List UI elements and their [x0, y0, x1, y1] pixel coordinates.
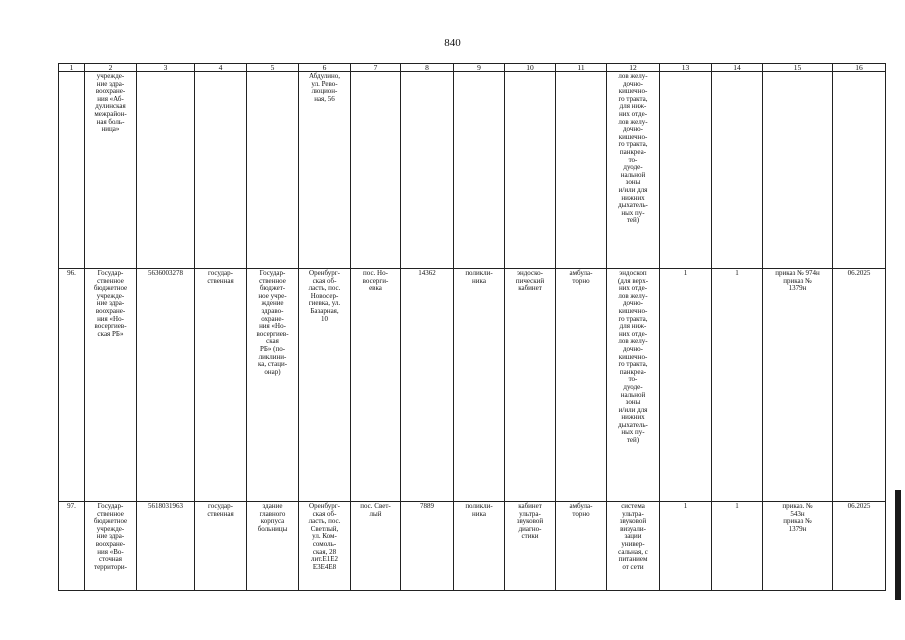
column-header: 9: [454, 64, 505, 72]
column-header: 14: [712, 64, 763, 72]
table-cell: 5618031963: [137, 502, 195, 591]
table-cell: приказ № 974н приказ № 1379н: [763, 269, 833, 502]
table-row: [59, 269, 886, 502]
table-cell: амбула- торно: [556, 269, 607, 502]
table-cell: [454, 72, 505, 269]
scan-edge-mark: [895, 490, 901, 600]
table-cell: Оренбург- ская об- ласть, пос. Светлый, ул. Ком- сомоль- ская, 28 лит.Е1Е2 Е3Е4Е8: [299, 502, 351, 591]
table-cell: государ- ственная: [195, 269, 247, 502]
table-cell: [195, 72, 247, 269]
table-row: [59, 502, 886, 591]
table-cell: [712, 72, 763, 269]
registry-table: [58, 63, 886, 591]
table-cell: Оренбург- ская об- ласть, пос. Новосер- гиевка, ул. Базарная, 10: [299, 269, 351, 502]
table-cell: 1: [660, 269, 712, 502]
column-header: 16: [833, 64, 886, 72]
table-cell: пос. Свет- лый: [351, 502, 401, 591]
table-cell: 06.2025: [833, 502, 886, 591]
table-cell: государ- ственная: [195, 502, 247, 591]
column-header: 15: [763, 64, 833, 72]
table-cell: [351, 72, 401, 269]
table-cell: [137, 72, 195, 269]
table-cell: учрежде- ние здра- воохране- ния «Аб- дулинская межрайон- ная боль- ница»: [85, 72, 137, 269]
column-header: 3: [137, 64, 195, 72]
table-cell: Государ- ственное бюджет- ное учре- ждение здраво- охране- ния «Но- восергиев- ская РБ» (по- ликлини- ка, стаци- онар): [247, 269, 299, 502]
table-cell: [556, 72, 607, 269]
table-cell: [401, 72, 454, 269]
column-header: 7: [351, 64, 401, 72]
table-cell: поликли- ника: [454, 269, 505, 502]
table-cell: [59, 72, 85, 269]
column-header: 10: [505, 64, 556, 72]
column-header: 11: [556, 64, 607, 72]
column-header: 1: [59, 64, 85, 72]
table-cell: 1: [660, 502, 712, 591]
column-number-header-row: [59, 64, 886, 72]
table-cell: 06.2025: [833, 269, 886, 502]
table-cell: 97.: [59, 502, 85, 591]
column-header: 12: [607, 64, 660, 72]
column-header: 13: [660, 64, 712, 72]
table-cell: система ультра- звуковой визуали- зации универ- сальная, с питанием от сети: [607, 502, 660, 591]
table-cell: 14362: [401, 269, 454, 502]
table-cell: лов желу- дочно- кишечно- го тракта, для ниж- них отде- лов желу- дочно- кишечно- го тракта, панкреа- то- дуоде- нальной зоны и/или для нижних дыхатель- ных пу- тей): [607, 72, 660, 269]
page-number: 840: [444, 37, 461, 49]
table-cell: кабинет ультра- звуковой диагно- стики: [505, 502, 556, 591]
table-cell: [247, 72, 299, 269]
table-cell: 1: [712, 502, 763, 591]
column-header: 8: [401, 64, 454, 72]
column-header: 6: [299, 64, 351, 72]
table-cell: [505, 72, 556, 269]
table-cell: пос. Но- восерги- евка: [351, 269, 401, 502]
table-cell: 7889: [401, 502, 454, 591]
table-cell: 1: [712, 269, 763, 502]
table-cell: [833, 72, 886, 269]
table-cell: приказ. № 543н приказ № 1379н: [763, 502, 833, 591]
table-cell: 96.: [59, 269, 85, 502]
table-cell: Государ- ственное бюджетное учрежде- ние здра- воохране- ния «Во- сточная территори-: [85, 502, 137, 591]
table-cell: эндоско- пический кабинет: [505, 269, 556, 502]
column-header: 5: [247, 64, 299, 72]
table-cell: эндоскоп (для верх- них отде- лов желу- дочно- кишечно- го тракта, для ниж- них отде- лов желу- дочно- кишечно- го тракта, панкреа- то- дуоде- нальной зоны и/или для нижних дыхатель- ных пу- тей): [607, 269, 660, 502]
table-cell: [763, 72, 833, 269]
table-cell: [660, 72, 712, 269]
column-header: 2: [85, 64, 137, 72]
table-cell: Абдулино, ул. Рево- люцион- ная, 56: [299, 72, 351, 269]
table-cell: здание главного корпуса больницы: [247, 502, 299, 591]
column-header: 4: [195, 64, 247, 72]
table-row: [59, 72, 886, 269]
table-cell: амбула- торно: [556, 502, 607, 591]
table-cell: Государ- ственное бюджетное учрежде- ние здра- воохране- ния «Но- восергиев- ская РБ»: [85, 269, 137, 502]
table-cell: поликли- ника: [454, 502, 505, 591]
table-cell: 5636003278: [137, 269, 195, 502]
